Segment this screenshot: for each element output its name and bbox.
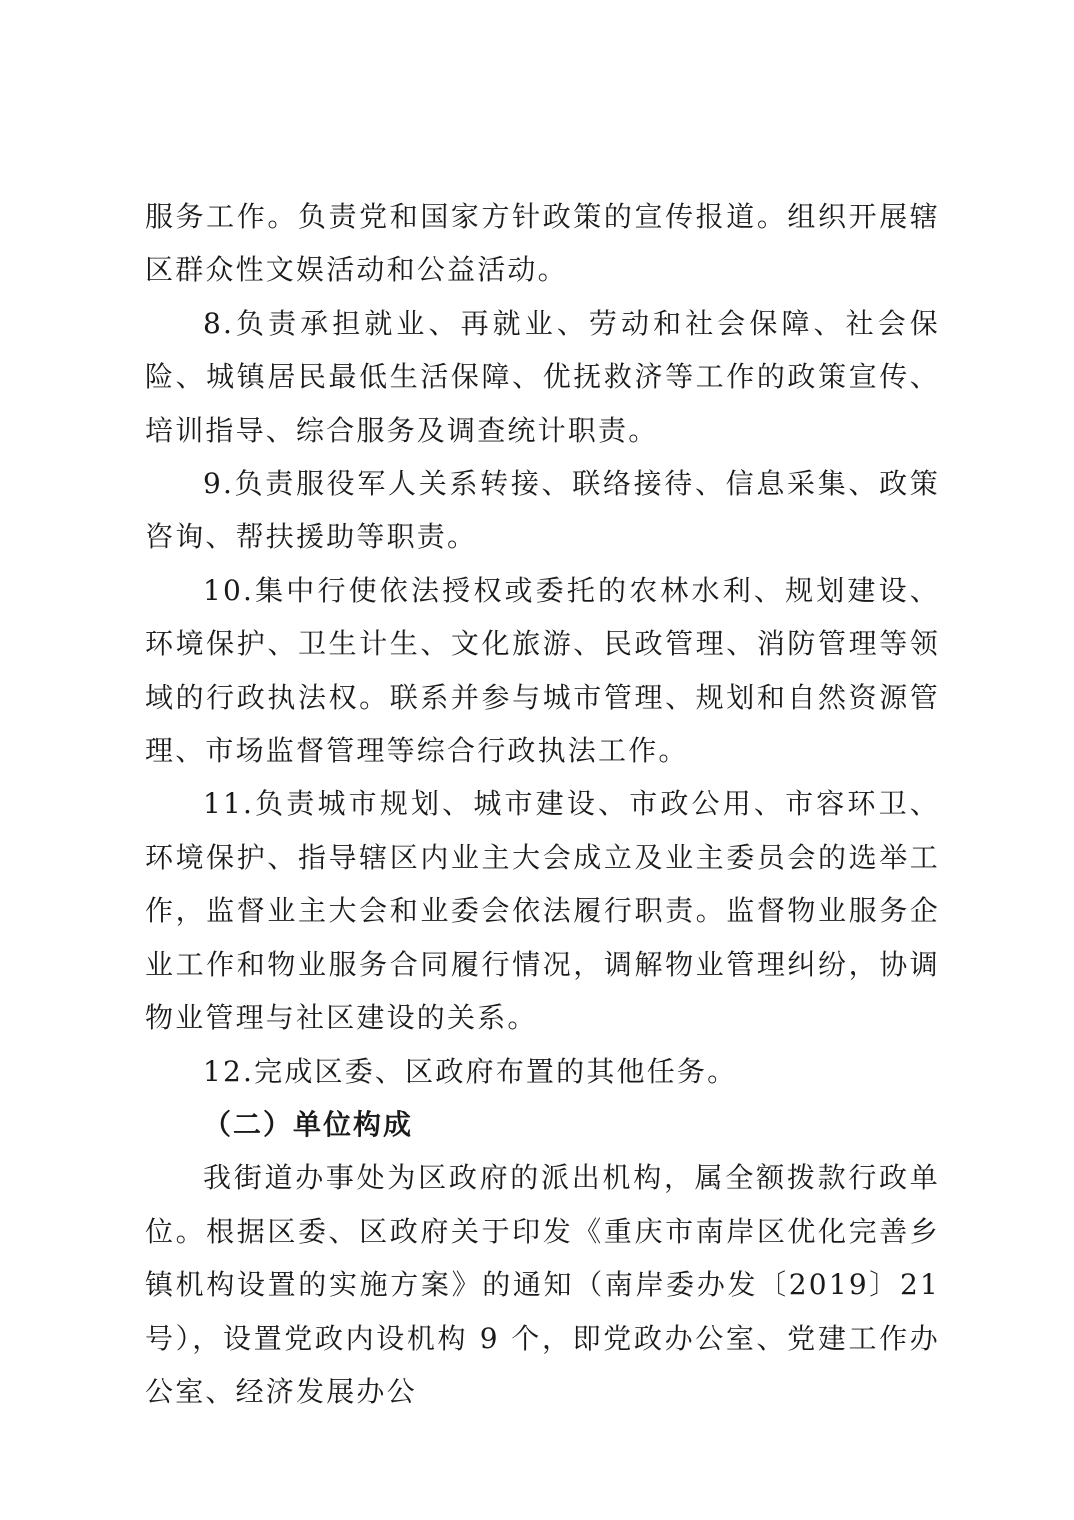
paragraph-item-12-other-tasks: 12.完成区委、区政府布置的其他任务。	[203, 1054, 738, 1088]
section-heading-unit-composition: （二）单位构成	[203, 1107, 414, 1141]
paragraph-item-10-law-enforcement: 10.集中行使依法授权或委托的农林水利、规划建设、环境保护、卫生计生、文化旅游、民政管理、消防管理等领域的行政执法权。联系并参与城市管理、规划和自然资源管理、市场监督管理等综合行政执法工作。	[145, 573, 940, 768]
paragraph-service-work: 服务工作。负责党和国家方针政策的宣传报道。组织开展辖区群众性文娱活动和公益活动。	[145, 200, 940, 287]
paragraph-unit-composition-body: 我街道办事处为区政府的派出机构，属全额拨款行政单位。根据区委、区政府关于印发《重庆市南岸区优化完善乡镇机构设置的实施方案》的通知（南岸委办发〔2019〕21 号），设置党政内设机构 9 个，即党政办公室、党建工作办公室、经济发展办公	[145, 1161, 940, 1408]
paragraph-item-8-employment: 8.负责承担就业、再就业、劳动和社会保障、社会保险、城镇居民最低生活保障、优抚救济等工作的政策宣传、培训指导、综合服务及调查统计职责。	[145, 306, 940, 447]
paragraph-item-11-urban-planning: 11.负责城市规划、城市建设、市政公用、市容环卫、环境保护、指导辖区内业主大会成立及业主委员会的选举工作，监督业主大会和业委会依法履行职责。监督物业服务企业工作和物业服务合同履行情况，调解物业管理纠纷，协调物业管理与社区建设的关系。	[145, 787, 940, 1035]
paragraph-item-9-veterans: 9.负责服役军人关系转接、联络接待、信息采集、政策咨询、帮扶援助等职责。	[145, 467, 940, 554]
document-body	[145, 190, 940, 1418]
